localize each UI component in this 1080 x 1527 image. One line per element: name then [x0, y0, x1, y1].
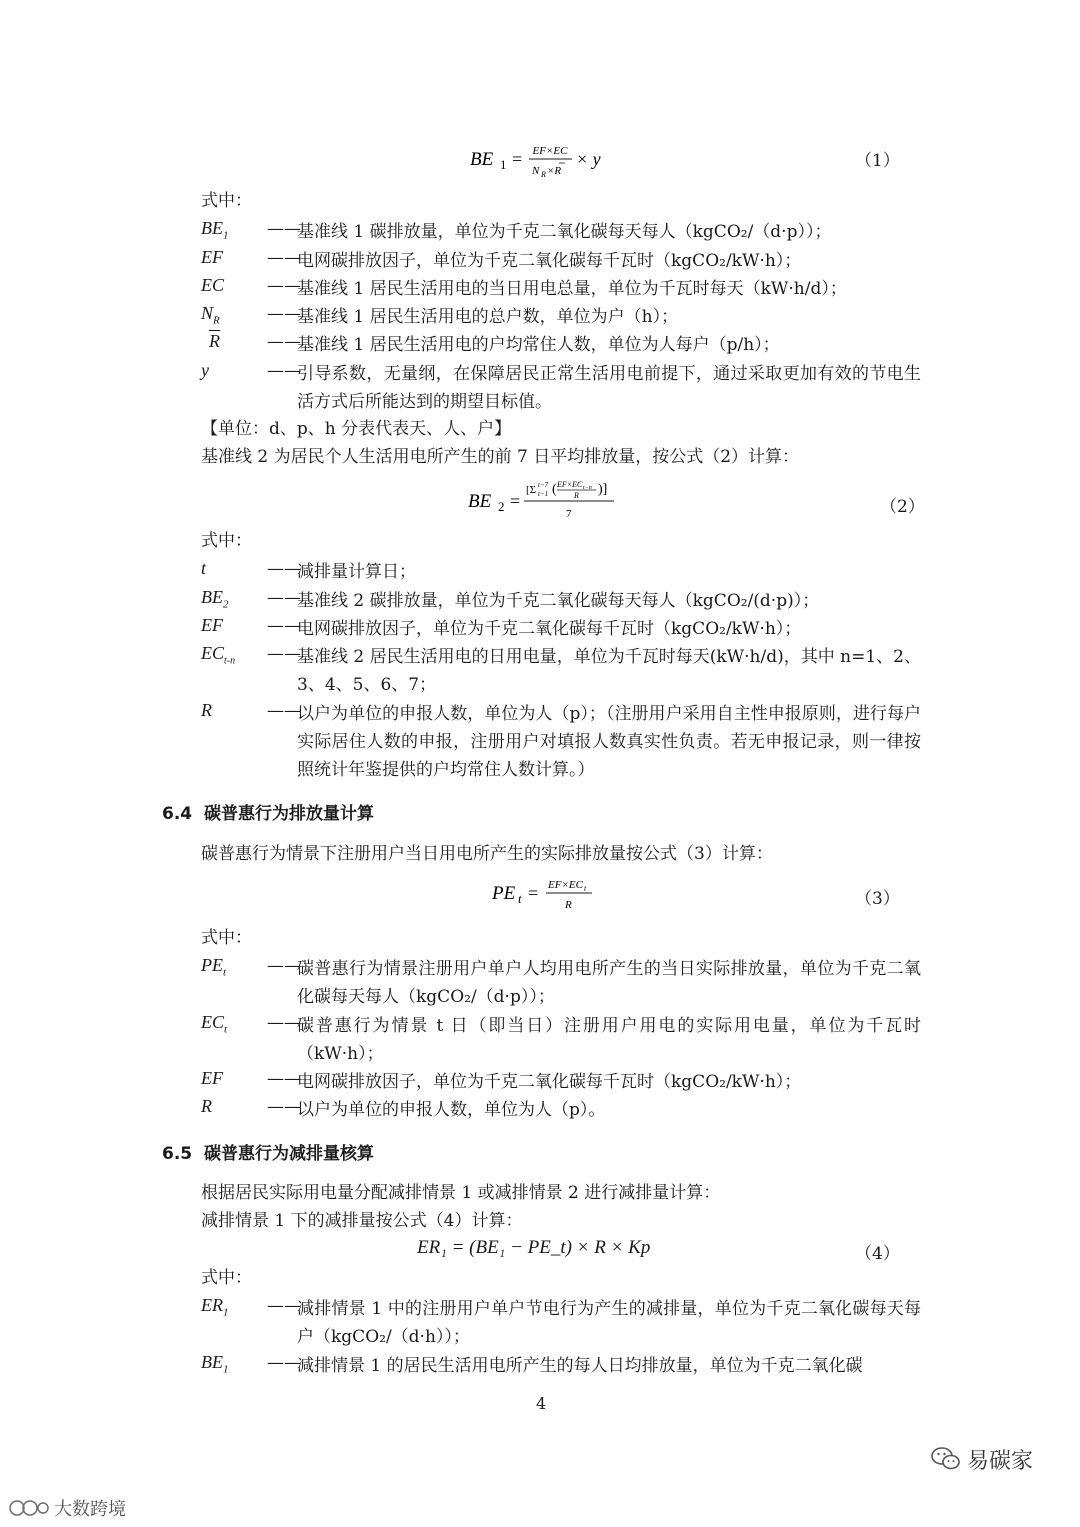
section-6-4-heading: [162, 799, 374, 824]
section-6-5-title: 碳普惠行为减排量核算: [204, 1144, 375, 1164]
svg-text:=: =: [510, 491, 521, 511]
eq3-numerator-sub: t: [584, 884, 587, 893]
baseline2-intro: 基准线 2 为居民个人生活用电所产生的前 7 日平均排放量，按公式（2）计算：: [201, 447, 800, 467]
section-6-5-number: 6.5: [162, 1144, 193, 1164]
where-label-3: 式中：: [201, 928, 252, 948]
svg-text:)]: )]: [598, 482, 608, 497]
brand-logo-icon: [8, 1496, 50, 1520]
eq3-denominator: R: [565, 899, 572, 911]
eq1-den-n: N: [532, 165, 540, 177]
eq2-inner-den: R: [574, 491, 579, 500]
where-label-4: 式中：: [201, 1268, 252, 1288]
eq3-numerator: EF×EC: [548, 879, 583, 891]
section-6-5-heading: [162, 1139, 374, 1164]
eq1-numerator: EF×EC: [532, 145, 568, 157]
eq3-lhs: PE: [492, 883, 516, 904]
watermark-left: [8, 1494, 126, 1522]
eq2-den: 7: [566, 508, 572, 520]
section-6-5-intro-1: 根据居民实际用电量分配减排情景 1 或减排情景 2 进行减排量计算：: [201, 1183, 721, 1203]
eq2-lhs-sub: 2: [498, 499, 505, 514]
svg-text:=: =: [528, 883, 539, 903]
eq2-inner-num: EF×EC: [557, 480, 583, 489]
equation-2-number: （2）: [880, 497, 925, 517]
equation-1: [470, 138, 670, 184]
eq2-sum-sup: t−7: [538, 481, 549, 489]
equation-3-number: （3）: [855, 889, 900, 909]
equation-4-number: （4）: [855, 1244, 900, 1264]
eq1-lhs: BE: [470, 149, 494, 170]
watermark-right-text: 易碳家: [967, 1448, 1034, 1474]
eq1-den-rest: ×R: [547, 165, 562, 177]
svg-text:(: (: [552, 482, 557, 497]
section-6-4-number: 6.4: [162, 804, 193, 824]
equation-3: [492, 872, 622, 918]
watermark-left-text: 大数跨境: [54, 1499, 126, 1520]
eq1-lhs-sub: 1: [500, 157, 507, 172]
svg-text:=: =: [512, 149, 523, 169]
unit-note: 【单位：d、p、h 分表代表天、人、户】: [201, 419, 512, 439]
wechat-icon: [931, 1446, 961, 1472]
page-number: 4: [536, 1394, 547, 1413]
eq2-sum: [Σ: [526, 484, 537, 496]
eq1-den-sub: R: [541, 170, 546, 179]
equation-2: [468, 476, 648, 526]
eq3-lhs-sub: t: [518, 891, 522, 906]
document-page: BE 1 = EF×EC N R ×R × y （1） 式中： $BE_1$ —— 基准线 1 碳排放量，单位为千克二氧化碳每天每人（kgCO₂/（d·p））； EF —— 电网碳排放因子，单位为千克二氧化碳每千瓦时（kgCO₂/kW·h）； EC —— 基准线 1 居民生活用电的当日用电总量，单位为千瓦时每天（kW·h/d）； $N_R$ —— 基准线 1 居民生活用电的总户数，单位为户（h）； $\overline{R}$ —— 基准线 1 居民生活用电的户均常住人数，单位为人每户（p/h）； y —— 引导系数，无量纲，在保障居民正常生活用电前提下，通过采取更加有效的节电生活方式后所能达到的期望目标值。 【单位：d、p、h 分表代表天、人、户】 基准线 2 为居民个人生活用电所产生的前 7 日平均排放量，按公式（2）计算： BE 2 = [Σ t−7 t−1 ( EF×EC t−n R )] 7 （2） 式中： t —— 减排量计算日； $BE_2$ —— 基准线 2 碳排放量，单位为千克二氧化碳每天每人（kgCO₂/(d·p)）； EF —— 电网碳排放因子，单位为千克二氧化碳每千瓦时（kgCO₂/kW·h）； $EC_{t-n}$ —— 基准线 2 居民生活用电的日用电量，单位为千瓦时每天(kW·h/d)，其中 n=1、2、3、4、5、6、7； R —— 以户为单位的申报人数，单位为人（p）；（注册用户采用自主性申报原则，进行每户实际居住人数的申报，注册用户对填报人数真实性负责。若无申报记录，则一律按照统计年鉴提供的户均常住人数计算。） 6.4 碳普惠行为排放量计算 碳普惠行为情景下注册用户当日用电所产生的实际排放量按公式（3）计算： PE t = EF×EC t R （3） 式中： $PE_t$ —— 碳普惠行为情景注册用户单户人均用电所产生的当日实际排放量，单位为千克二氧化碳每天每人（kgCO₂/（d·p））； $EC_t$ —— 碳普惠行为情景 t 日（即当日）注册用户用电的实际用电量，单位为千瓦时（kW·h）； EF —— 电网碳排放因子，单位为千克二氧化碳每千瓦时（kgCO₂/kW·h）； R —— 以户为单位的申报人数，单位为人（p）。 6.5 碳普惠行为减排量核算 根据居民实际用电量分配减排情景 1 或减排情景 2 进行减排量计算： 减排情景 1 下的减排量按公式（4）计算： ER₁ = (BE₁ − PE_t) × R × Kp （4） 式中： $ER_1$ —— 减排情景 1 中的注册用户单户节电行为产生的减排量，单位为千克二氧化碳每天每户（kgCO₂/（d·h））； $BE_1$ —— 减排情景 1 的居民生活用电所产生的每人日均排放量，单位为千克二氧化碳 4 易碳家 大数跨境: [0, 0, 1080, 1527]
eq2-sum-sub: t−1: [538, 490, 549, 498]
equation-1-number: （1）: [855, 151, 900, 171]
section-6-4-intro: 碳普惠行为情景下注册用户当日用电所产生的实际排放量按公式（3）计算：: [201, 844, 773, 864]
eq2-lhs: BE: [468, 491, 492, 512]
where-label-1: 式中：: [201, 191, 252, 211]
watermark-right: [931, 1442, 1033, 1476]
eq2-inner-num-sub: t−n: [583, 485, 592, 491]
section-6-4-title: 碳普惠行为排放量计算: [204, 804, 375, 824]
equation-4: ER₁ = (BE₁ − PE_t) × R × Kp: [417, 1237, 651, 1258]
section-6-5-intro-2: 减排情景 1 下的减排量按公式（4）计算：: [201, 1211, 523, 1231]
where-label-2: 式中：: [201, 531, 252, 551]
eq1-tail: × y: [576, 149, 601, 169]
